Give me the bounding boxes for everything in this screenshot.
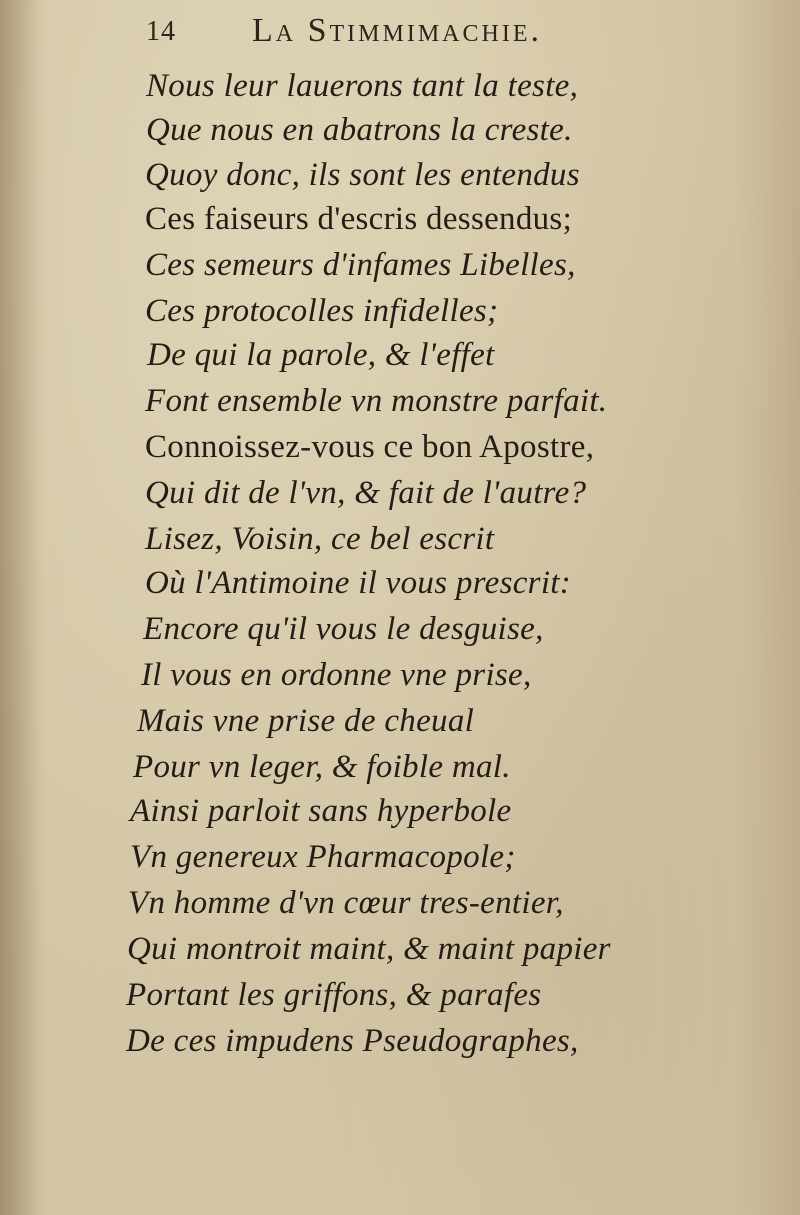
verse-line: Ainsi parloit sans hyperbole xyxy=(130,793,512,829)
verse-line: Qui dit de l'vn, & fait de l'autre? xyxy=(145,475,587,511)
verse-line: Connoissez-vous ce bon Apostre, xyxy=(145,429,595,465)
verse-line: Il vous en ordonne vne prise, xyxy=(141,657,532,693)
verse-line: Lisez, Voisin, ce bel escrit xyxy=(145,521,495,557)
verse-line: Vn homme d'vn cœur tres-entier, xyxy=(128,885,564,921)
verse-line: Pour vn leger, & foible mal. xyxy=(133,749,511,785)
verse-line: Ces protocolles infidelles; xyxy=(145,293,499,329)
verse-line: Qui montroit maint, & maint papier xyxy=(127,931,611,967)
verse-line: Nous leur lauerons tant la teste, xyxy=(146,68,579,104)
verse-line: Vn genereux Pharmacopole; xyxy=(130,839,516,875)
verse-line: Que nous en abatrons la creste. xyxy=(146,112,573,148)
page-number: 14 xyxy=(146,16,176,47)
verse-line: Encore qu'il vous le desguise, xyxy=(143,611,544,647)
running-title: La Stimmimachie. xyxy=(252,12,542,49)
verse-line: Portant les griffons, & parafes xyxy=(126,977,542,1013)
verse-line: De ces impudens Pseudographes, xyxy=(126,1023,579,1059)
verse-line: Quoy donc, ils sont les entendus xyxy=(145,157,580,193)
verse-line: De qui la parole, & l'effet xyxy=(147,337,495,373)
verse-line: Où l'Antimoine il vous prescrit: xyxy=(145,565,572,601)
verse-line: Mais vne prise de cheual xyxy=(137,703,475,739)
verse-line: Ces semeurs d'infames Libelles, xyxy=(145,247,576,283)
verse-line: Font ensemble vn monstre parfait. xyxy=(145,383,608,419)
verse-line: Ces faiseurs d'escris dessendus; xyxy=(145,201,573,237)
